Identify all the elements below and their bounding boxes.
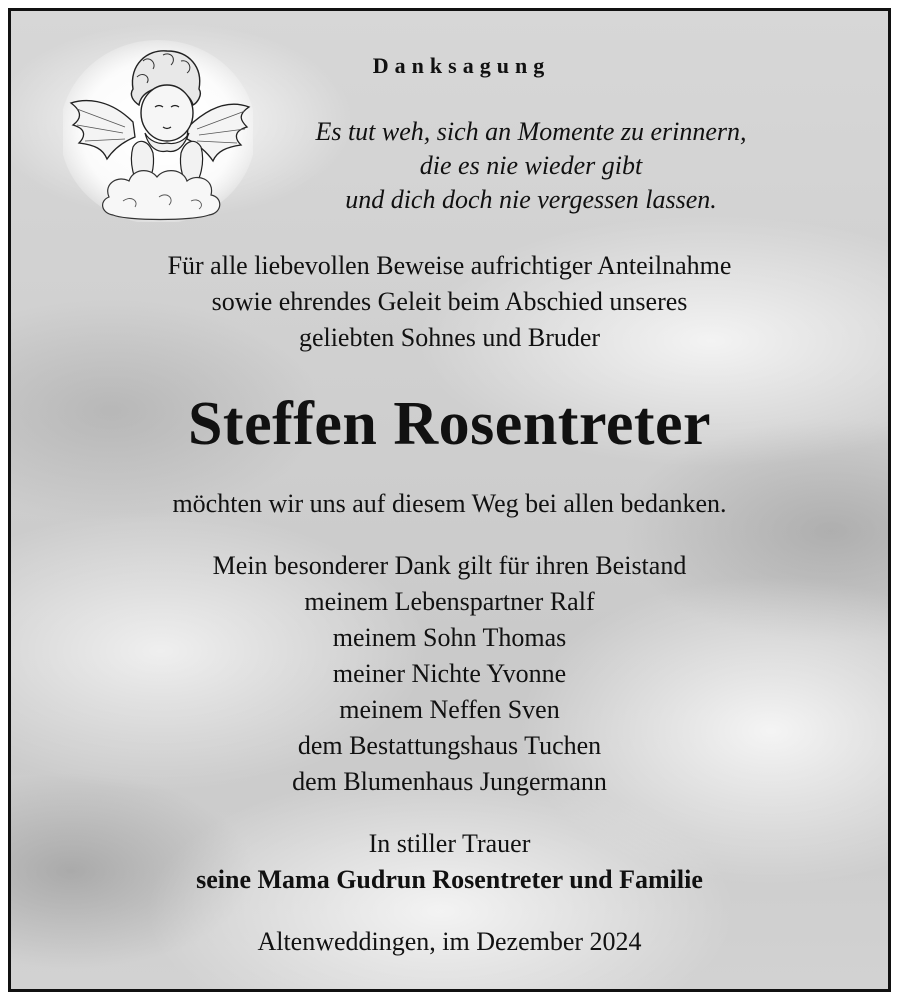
intro-line: geliebten Sohnes und Bruder (298, 323, 601, 352)
poem-line: die es nie wieder gibt (419, 151, 643, 180)
special-thanks-line: dem Blumenhaus Jungermann (292, 767, 607, 796)
signatories: seine Mama Gudrun Rosentreter und Familie (196, 865, 703, 894)
thanks-line: möchten wir uns auf diesem Weg bei allen bedanken. (172, 489, 727, 518)
special-thanks-line: Mein besonderer Dank gilt für ihren Beistand (212, 551, 687, 580)
intro-line: sowie ehrendes Geleit beim Abschied unseres (211, 287, 688, 316)
special-thanks-line: meinem Lebenspartner Ralf (304, 587, 595, 616)
deceased-name: Steffen Rosentreter (187, 390, 712, 458)
obituary-card (8, 8, 891, 992)
special-thanks-line: meinem Neffen Sven (339, 695, 560, 724)
special-thanks-line: meinem Sohn Thomas (332, 623, 567, 652)
mourning-label: In stiller Trauer (368, 829, 531, 858)
poem-line: und dich doch nie vergessen lassen. (345, 185, 717, 214)
poem-line: Es tut weh, sich an Momente zu erinnern, (315, 117, 747, 146)
special-thanks-line: dem Bestattungshaus Tuchen (297, 731, 602, 760)
place-date: Altenweddingen, im Dezember 2024 (257, 927, 642, 956)
heading: Danksagung (372, 53, 551, 78)
special-thanks-line: meiner Nichte Yvonne (332, 659, 567, 688)
intro-line: Für alle liebevollen Beweise aufrichtiger Anteilnahme (167, 251, 732, 280)
